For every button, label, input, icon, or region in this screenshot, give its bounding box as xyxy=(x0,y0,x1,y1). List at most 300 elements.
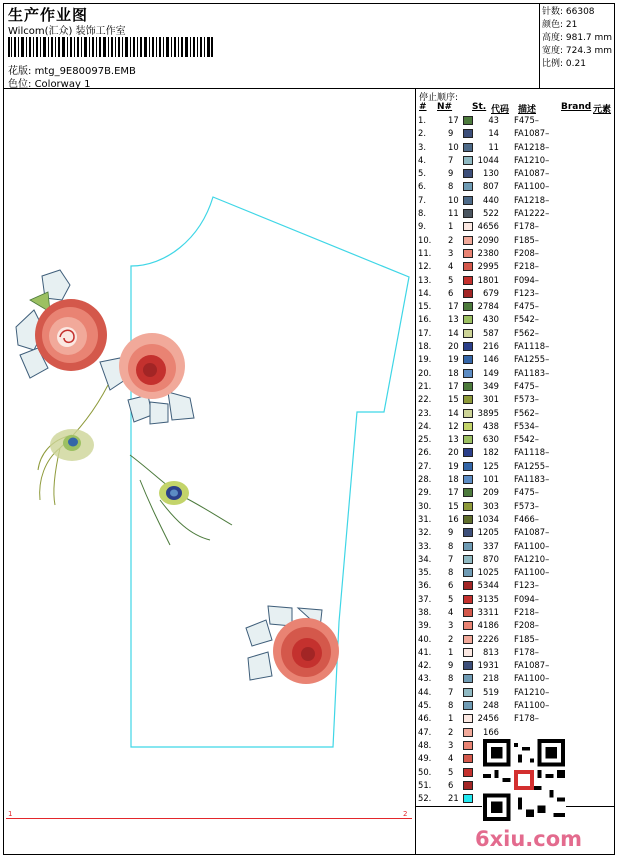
company-name: Wilcom(汇众) 装饰工作室 xyxy=(8,26,126,37)
row-swatch xyxy=(463,473,477,486)
design-label: 花版: xyxy=(8,66,32,77)
table-row xyxy=(418,513,564,526)
row-swatch xyxy=(463,566,477,579)
row-needle: 15 xyxy=(448,394,459,405)
color-swatch xyxy=(463,528,473,537)
color-swatch xyxy=(463,289,473,298)
row-needle: 2 xyxy=(448,633,454,644)
row-index: 34. xyxy=(418,553,432,564)
row-index: 9. xyxy=(418,221,426,232)
stat-height: 高度: 981.7 mm xyxy=(542,33,613,43)
row-needle: 2 xyxy=(448,726,454,737)
guide-line xyxy=(6,818,412,819)
row-index: 35. xyxy=(418,567,432,578)
table-row xyxy=(418,141,564,154)
row-needle: 5 xyxy=(448,274,454,285)
row-stitches: 4186 xyxy=(477,620,499,631)
row-needle: 2 xyxy=(448,234,454,245)
row-index: 32. xyxy=(418,527,432,538)
table-row xyxy=(418,460,564,473)
row-spacer xyxy=(499,726,514,739)
row-swatch xyxy=(463,659,477,672)
color-swatch xyxy=(463,581,473,590)
color-swatch xyxy=(463,595,473,604)
row-swatch xyxy=(463,779,477,792)
row-spacer xyxy=(499,699,514,712)
row-code: FA1183– xyxy=(514,474,550,485)
design-file: mtg_9E80097B.EMB xyxy=(34,66,136,77)
row-needle: 4 xyxy=(448,606,454,617)
row-index: 24. xyxy=(418,420,432,431)
row-stitches: 125 xyxy=(483,460,499,471)
colorway-name: Colorway 1 xyxy=(34,79,91,90)
color-swatch xyxy=(463,768,473,777)
color-swatch xyxy=(463,129,473,138)
row-index: 8. xyxy=(418,208,426,219)
row-needle: 13 xyxy=(448,434,459,445)
row-needle: 20 xyxy=(448,341,459,352)
row-code: FA1100– xyxy=(514,540,550,551)
design-canvas xyxy=(0,88,415,828)
row-swatch xyxy=(463,353,477,366)
row-index: 13. xyxy=(418,274,432,285)
color-swatch xyxy=(463,475,473,484)
row-swatch xyxy=(463,180,477,193)
row-code: FA1210– xyxy=(514,154,550,165)
table-row xyxy=(418,194,564,207)
table-row xyxy=(418,420,564,433)
row-spacer xyxy=(499,606,514,619)
row-index: 38. xyxy=(418,606,432,617)
col-n: N# xyxy=(437,102,453,112)
row-needle: 18 xyxy=(448,474,459,485)
table-row xyxy=(418,407,564,420)
table-row xyxy=(418,579,564,592)
row-spacer xyxy=(499,593,514,606)
row-index: 2. xyxy=(418,128,426,139)
row-spacer xyxy=(499,712,514,725)
row-stitches: 807 xyxy=(483,181,499,192)
row-swatch xyxy=(463,327,477,340)
row-index: 16. xyxy=(418,314,432,325)
table-row xyxy=(418,593,564,606)
row-spacer xyxy=(499,500,514,513)
row-swatch xyxy=(463,287,477,300)
barcode xyxy=(8,37,213,57)
color-swatch xyxy=(463,329,473,338)
row-spacer xyxy=(499,300,514,313)
row-stitches: 149 xyxy=(483,367,499,378)
row-spacer xyxy=(499,446,514,459)
row-index: 5. xyxy=(418,168,426,179)
row-index: 52. xyxy=(418,793,432,804)
row-swatch xyxy=(463,313,477,326)
row-spacer xyxy=(499,367,514,380)
row-swatch xyxy=(463,141,477,154)
table-row xyxy=(418,340,564,353)
row-swatch xyxy=(463,247,477,260)
row-stitches: 870 xyxy=(483,553,499,564)
color-swatch xyxy=(463,156,473,165)
color-swatch xyxy=(463,395,473,404)
row-stitches: 349 xyxy=(483,380,499,391)
row-index: 18. xyxy=(418,341,432,352)
colorway-label: 色位: xyxy=(8,79,32,90)
row-index: 11. xyxy=(418,247,432,258)
row-stitches: 2090 xyxy=(477,234,499,245)
row-stitches: 1205 xyxy=(477,527,499,538)
row-code: F562– xyxy=(514,407,539,418)
row-swatch xyxy=(463,792,477,805)
row-spacer xyxy=(499,659,514,672)
color-swatch xyxy=(463,209,473,218)
row-swatch xyxy=(463,726,477,739)
row-index: 7. xyxy=(418,194,426,205)
row-index: 23. xyxy=(418,407,432,418)
row-code: F185– xyxy=(514,633,539,644)
row-stitches: 146 xyxy=(483,354,499,365)
row-index: 41. xyxy=(418,646,432,657)
col-elem: 元素 xyxy=(593,105,612,115)
row-needle: 9 xyxy=(448,128,454,139)
row-needle: 3 xyxy=(448,739,454,750)
row-needle: 17 xyxy=(448,115,459,125)
row-spacer xyxy=(499,686,514,699)
row-needle: 12 xyxy=(448,420,459,431)
color-swatch xyxy=(463,448,473,457)
row-swatch xyxy=(463,393,477,406)
color-swatch xyxy=(463,515,473,524)
stop-sequence-title: 停止顺序: xyxy=(419,93,459,103)
row-needle: 14 xyxy=(448,327,459,338)
table-row xyxy=(418,393,564,406)
row-code: F094– xyxy=(514,593,539,604)
stat-colors: 颜色: 21 xyxy=(542,20,578,30)
row-needle: 8 xyxy=(448,540,454,551)
row-swatch xyxy=(463,540,477,553)
row-stitches: 43 xyxy=(488,115,499,125)
row-spacer xyxy=(499,353,514,366)
row-index: 4. xyxy=(418,154,426,165)
row-stitches: 11 xyxy=(488,141,499,152)
row-stitches: 440 xyxy=(483,194,499,205)
row-needle: 7 xyxy=(448,686,454,697)
row-swatch xyxy=(463,672,477,685)
row-swatch xyxy=(463,633,477,646)
row-swatch xyxy=(463,433,477,446)
row-needle: 9 xyxy=(448,660,454,671)
row-swatch xyxy=(463,154,477,167)
row-code: F475– xyxy=(514,487,539,498)
color-swatch xyxy=(463,182,473,191)
row-code: FA1087– xyxy=(514,527,550,538)
row-needle: 3 xyxy=(448,620,454,631)
table-row xyxy=(418,154,564,167)
row-code: FA1100– xyxy=(514,673,550,684)
color-swatch xyxy=(463,382,473,391)
row-stitches: 630 xyxy=(483,434,499,445)
stat-width: 宽度: 724.3 mm xyxy=(542,46,613,56)
col-brand: Brand xyxy=(561,102,592,112)
row-stitches: 679 xyxy=(483,287,499,298)
row-index: 10. xyxy=(418,234,432,245)
row-code: F123– xyxy=(514,580,539,591)
row-spacer xyxy=(499,274,514,287)
color-swatch xyxy=(463,462,473,471)
color-swatch xyxy=(463,714,473,723)
color-swatch xyxy=(463,688,473,697)
row-spacer xyxy=(499,553,514,566)
row-needle: 17 xyxy=(448,487,459,498)
table-row xyxy=(418,234,564,247)
row-swatch xyxy=(463,207,477,220)
row-code: F218– xyxy=(514,261,539,272)
table-row xyxy=(418,500,564,513)
row-index: 14. xyxy=(418,287,432,298)
row-code: F573– xyxy=(514,394,539,405)
row-index: 3. xyxy=(418,141,426,152)
row-needle: 1 xyxy=(448,221,454,232)
row-index: 17. xyxy=(418,327,432,338)
row-stitches: 301 xyxy=(483,394,499,405)
row-index: 27. xyxy=(418,460,432,471)
row-code: FA1118– xyxy=(514,341,550,352)
row-index: 19. xyxy=(418,354,432,365)
color-swatch xyxy=(463,701,473,710)
color-swatch xyxy=(463,143,473,152)
row-spacer xyxy=(499,180,514,193)
color-swatch xyxy=(463,409,473,418)
row-code: F178– xyxy=(514,713,539,724)
row-swatch xyxy=(463,686,477,699)
color-swatch xyxy=(463,502,473,511)
col-desc: 描述 xyxy=(518,105,537,115)
row-index: 44. xyxy=(418,686,432,697)
color-swatch xyxy=(463,754,473,763)
table-row xyxy=(418,566,564,579)
row-code: F475– xyxy=(514,301,539,312)
row-needle: 16 xyxy=(448,513,459,524)
row-spacer xyxy=(499,287,514,300)
row-index: 43. xyxy=(418,673,432,684)
row-spacer xyxy=(499,420,514,433)
row-index: 25. xyxy=(418,434,432,445)
color-swatch xyxy=(463,661,473,670)
row-index: 28. xyxy=(418,474,432,485)
color-swatch xyxy=(463,542,473,551)
row-spacer xyxy=(499,247,514,260)
row-code: F542– xyxy=(514,434,539,445)
row-swatch xyxy=(463,260,477,273)
table-row xyxy=(418,473,564,486)
color-swatch xyxy=(463,728,473,737)
table-row xyxy=(418,127,564,140)
row-swatch xyxy=(463,407,477,420)
row-swatch xyxy=(463,446,477,459)
row-needle: 11 xyxy=(448,208,459,219)
row-stitches: 1044 xyxy=(477,154,499,165)
row-swatch xyxy=(463,194,477,207)
row-code: F178– xyxy=(514,646,539,657)
table-row xyxy=(418,114,564,127)
row-needle: 13 xyxy=(448,314,459,325)
table-row xyxy=(418,220,564,233)
table-divider xyxy=(415,88,416,855)
row-code: F123– xyxy=(514,287,539,298)
table-row xyxy=(418,327,564,340)
row-code: F534– xyxy=(514,420,539,431)
row-needle: 4 xyxy=(448,753,454,764)
row-spacer xyxy=(499,167,514,180)
row-index: 15. xyxy=(418,301,432,312)
table-row xyxy=(418,633,564,646)
row-swatch xyxy=(463,274,477,287)
table-row xyxy=(418,207,564,220)
row-stitches: 519 xyxy=(483,686,499,697)
row-index: 30. xyxy=(418,500,432,511)
row-needle: 10 xyxy=(448,194,459,205)
row-spacer xyxy=(499,313,514,326)
row-code: FA1218– xyxy=(514,194,550,205)
row-index: 22. xyxy=(418,394,432,405)
row-swatch xyxy=(463,712,477,725)
row-stitches: 2995 xyxy=(477,261,499,272)
row-needle: 8 xyxy=(448,567,454,578)
col-code: 代码 xyxy=(491,105,510,115)
color-swatch xyxy=(463,249,473,258)
row-code: F094– xyxy=(514,274,539,285)
table-row xyxy=(418,247,564,260)
row-code: FA1087– xyxy=(514,168,550,179)
row-needle: 9 xyxy=(448,527,454,538)
color-swatch xyxy=(463,621,473,630)
row-code: F208– xyxy=(514,247,539,258)
stop-sequence-table xyxy=(418,114,564,805)
page-title: 生产作业图 xyxy=(8,6,89,24)
row-swatch xyxy=(463,553,477,566)
row-needle: 19 xyxy=(448,354,459,365)
row-stitches: 3895 xyxy=(477,407,499,418)
row-needle: 10 xyxy=(448,141,459,152)
row-needle: 6 xyxy=(448,580,454,591)
row-index: 29. xyxy=(418,487,432,498)
table-row xyxy=(418,646,564,659)
table-row xyxy=(418,686,564,699)
row-stitches: 4656 xyxy=(477,221,499,232)
color-swatch xyxy=(463,674,473,683)
color-swatch xyxy=(463,302,473,311)
row-needle: 19 xyxy=(448,460,459,471)
table-row xyxy=(418,712,564,725)
row-needle: 18 xyxy=(448,367,459,378)
row-swatch xyxy=(463,699,477,712)
row-code: FA1210– xyxy=(514,686,550,697)
row-index: 47. xyxy=(418,726,432,737)
row-swatch xyxy=(463,593,477,606)
table-row xyxy=(418,353,564,366)
table-row xyxy=(418,180,564,193)
row-code: FA1118– xyxy=(514,447,550,458)
row-spacer xyxy=(499,513,514,526)
row-index: 33. xyxy=(418,540,432,551)
row-swatch xyxy=(463,234,477,247)
row-code: FA1222– xyxy=(514,208,550,219)
row-swatch xyxy=(463,420,477,433)
row-spacer xyxy=(499,207,514,220)
row-needle: 3 xyxy=(448,247,454,258)
table-row xyxy=(418,726,564,739)
color-swatch xyxy=(463,435,473,444)
row-stitches: 14 xyxy=(488,128,499,139)
row-index: 42. xyxy=(418,660,432,671)
row-stitches: 522 xyxy=(483,208,499,219)
row-code: F475– xyxy=(514,380,539,391)
row-code: FA1100– xyxy=(514,567,550,578)
color-swatch xyxy=(463,355,473,364)
table-row xyxy=(418,274,564,287)
row-spacer xyxy=(499,234,514,247)
row-spacer xyxy=(499,619,514,632)
row-swatch xyxy=(463,752,477,765)
table-row xyxy=(418,553,564,566)
row-needle: 17 xyxy=(448,380,459,391)
row-index: 20. xyxy=(418,367,432,378)
row-index: 51. xyxy=(418,779,432,790)
row-stitches: 303 xyxy=(483,500,499,511)
row-index: 50. xyxy=(418,766,432,777)
row-swatch xyxy=(463,127,477,140)
row-code: F562– xyxy=(514,327,539,338)
row-spacer xyxy=(499,380,514,393)
color-swatch xyxy=(463,169,473,178)
color-swatch xyxy=(463,422,473,431)
row-swatch xyxy=(463,579,477,592)
row-needle: 5 xyxy=(448,593,454,604)
row-code: FA1100– xyxy=(514,700,550,711)
row-stitches: 209 xyxy=(483,487,499,498)
row-code: F208– xyxy=(514,620,539,631)
row-swatch xyxy=(463,114,477,127)
table-row xyxy=(418,619,564,632)
row-spacer xyxy=(499,646,514,659)
color-swatch xyxy=(463,648,473,657)
color-swatch xyxy=(463,608,473,617)
row-swatch xyxy=(463,606,477,619)
row-spacer xyxy=(499,579,514,592)
table-row xyxy=(418,313,564,326)
row-code: F178– xyxy=(514,221,539,232)
row-stitches: 1931 xyxy=(477,660,499,671)
row-stitches: 5344 xyxy=(477,580,499,591)
row-code: FA1255– xyxy=(514,460,550,471)
row-swatch xyxy=(463,513,477,526)
color-swatch xyxy=(463,116,473,125)
row-needle: 1 xyxy=(448,713,454,724)
row-index: 36. xyxy=(418,580,432,591)
row-swatch xyxy=(463,380,477,393)
row-stitches: 2784 xyxy=(477,301,499,312)
row-spacer xyxy=(499,127,514,140)
row-spacer xyxy=(499,114,514,127)
row-stitches: 3311 xyxy=(477,606,499,617)
table-row xyxy=(418,606,564,619)
row-spacer xyxy=(499,141,514,154)
row-spacer xyxy=(499,260,514,273)
row-code: F466– xyxy=(514,513,539,524)
row-stitches: 130 xyxy=(483,168,499,179)
row-code: F218– xyxy=(514,606,539,617)
row-needle: 6 xyxy=(448,287,454,298)
